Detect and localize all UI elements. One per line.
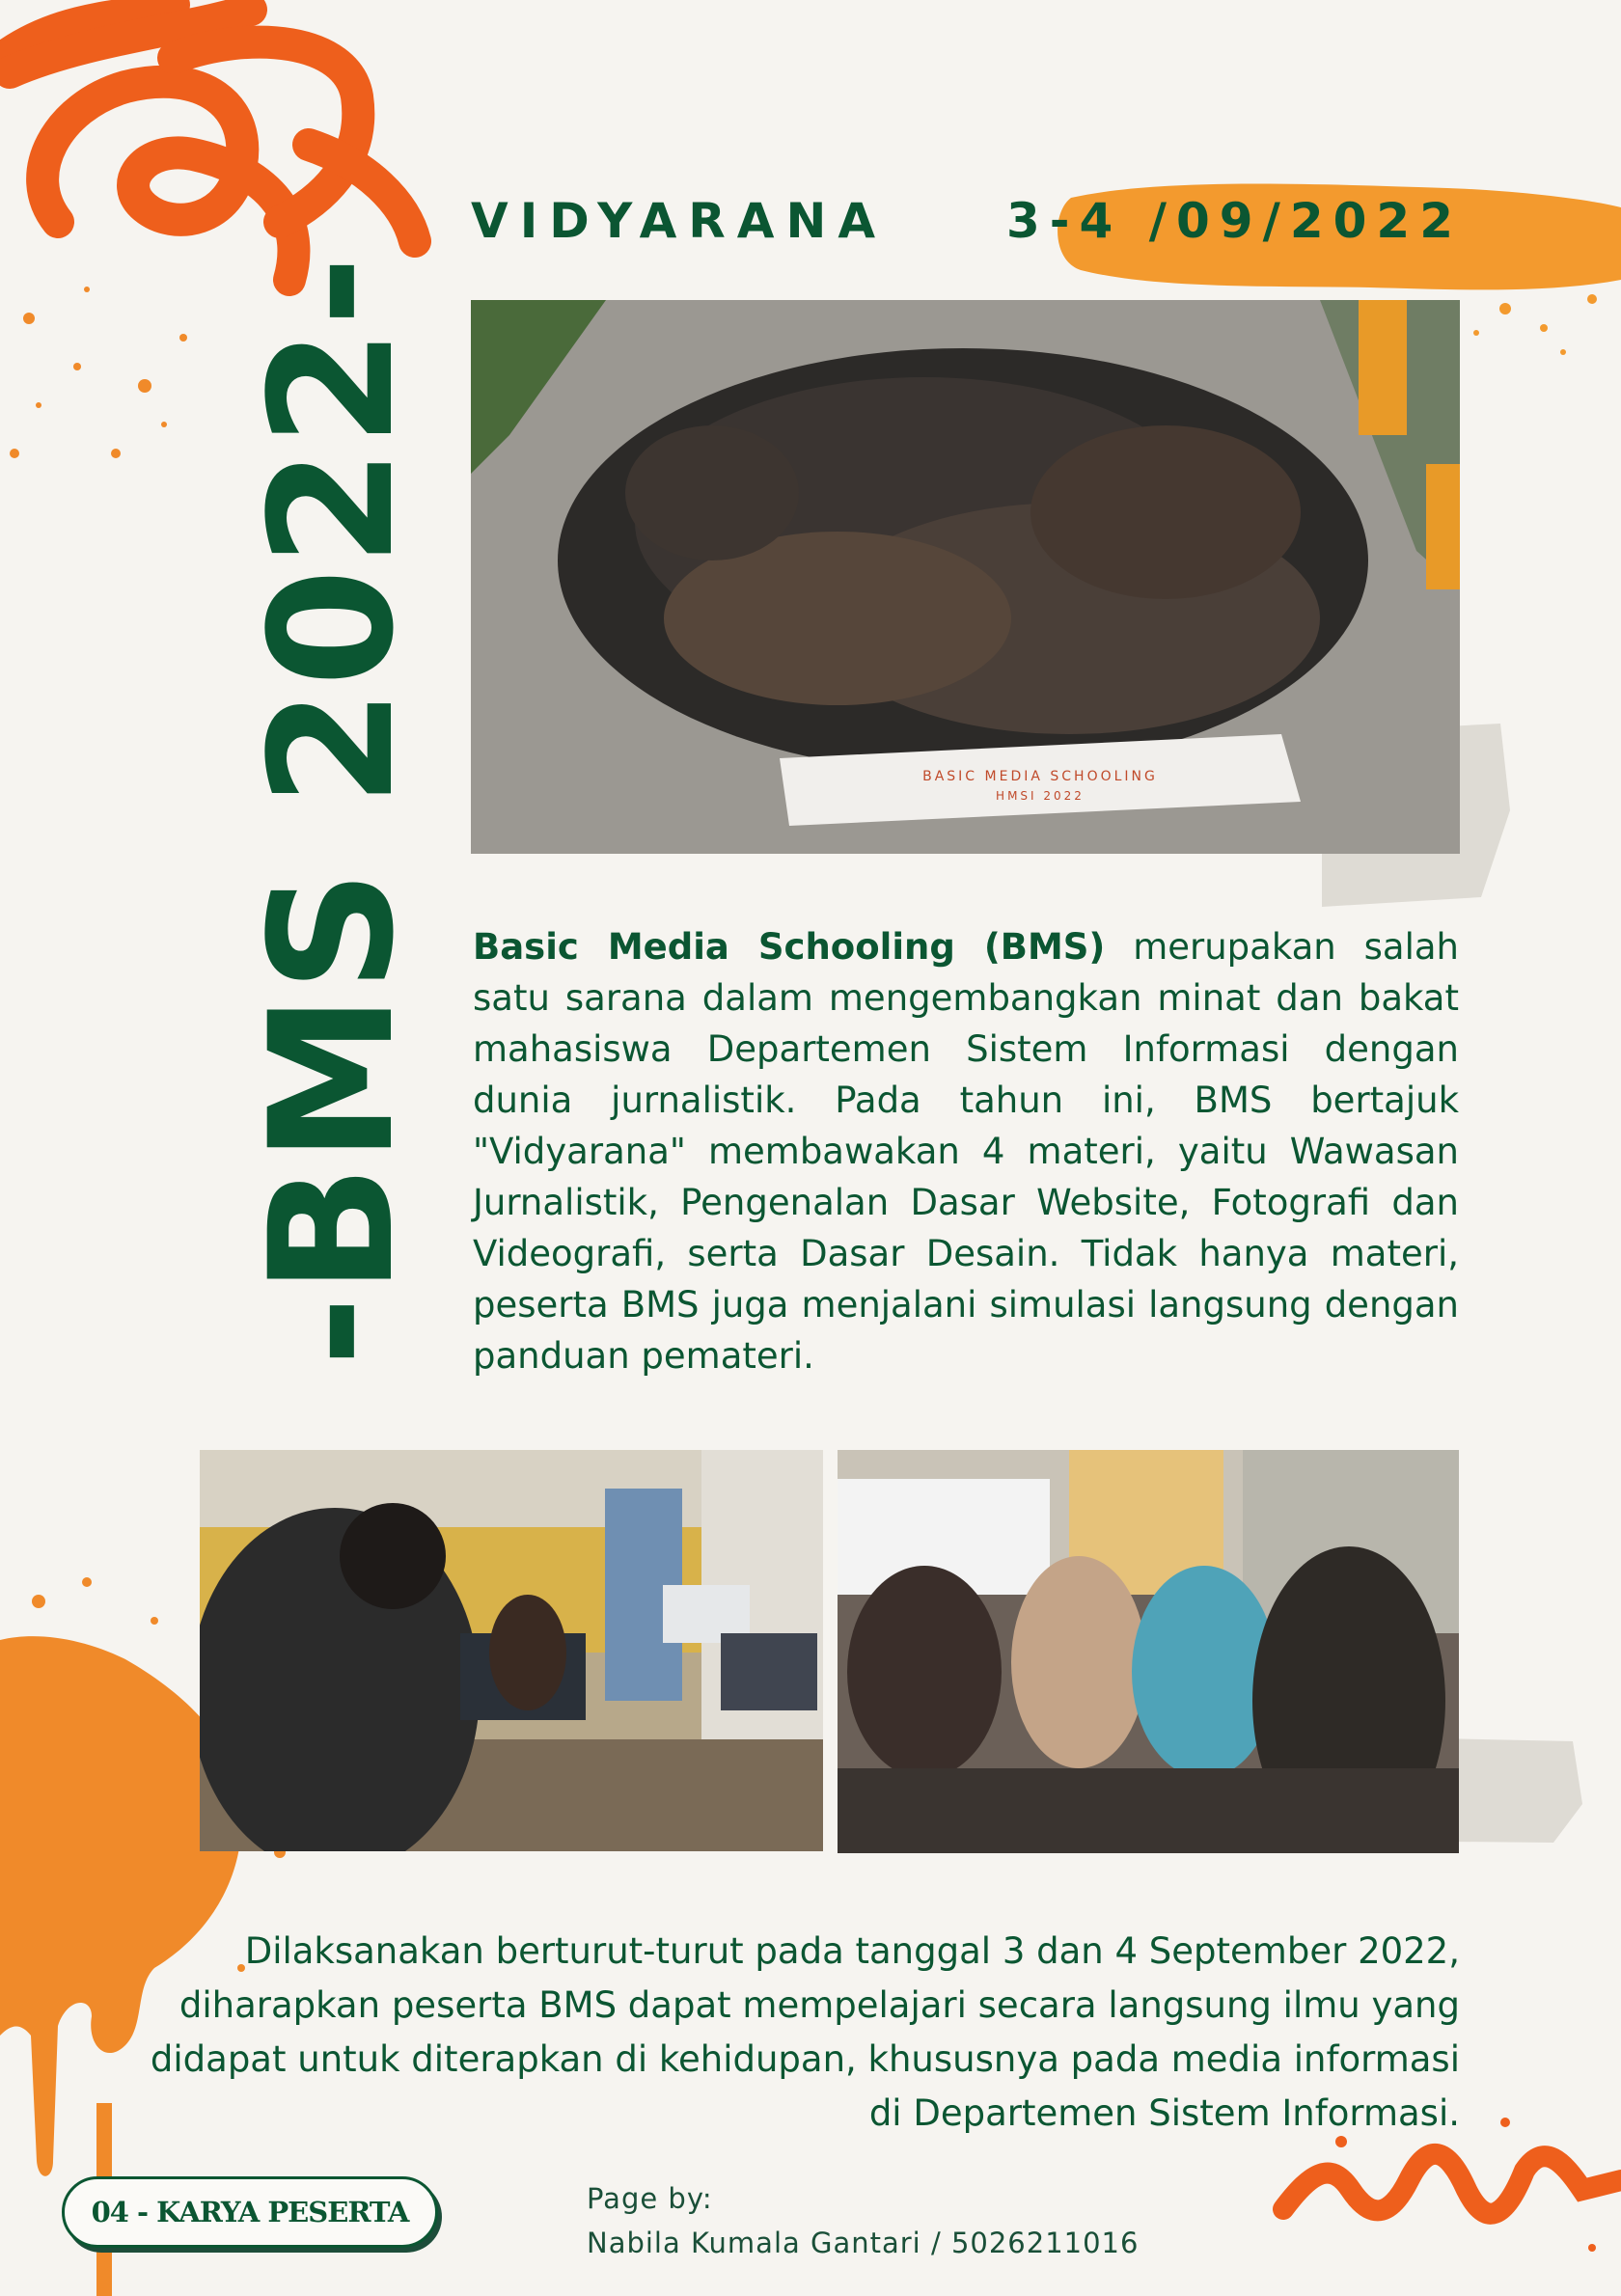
workshop-photo-right-image (838, 1450, 1459, 1853)
outro-paragraph: Dilaksanakan berturut-turut pada tanggal 3 dan 4 September 2022, diharapkan peserta BMS dapat mempelajari secara langsung ilmu yang didapat untuk diterapkan di kehidupan, khususnya pada media informasi di Departemen Sistem Informasi. (150, 1930, 1460, 2134)
top-left-dots (10, 287, 187, 458)
page-by-label: Page by: (587, 2182, 713, 2215)
author-credit: Nabila Kumala Gantari / 5026211016 (587, 2227, 1140, 2259)
intro-body: merupakan salah satu sarana dalam mengembangkan minat dan bakat mahasiswa Departemen Sistem Informasi dengan dunia jurnalistik. Pada tahun ini, BMS bertajuk "Vidyarana" membawakan 4 materi, yaitu Wawasan Jurnalistik, Pengenalan Dasar Website, Fotografi dan Videografi, serta Dasar Desain. Tidak hanya materi, peserta BMS juga menjalani simulasi langsung dengan panduan pemateri. (473, 926, 1459, 1377)
group-photo-image (471, 300, 1460, 854)
workshop-photo-right (838, 1450, 1459, 1853)
workshop-photo-left-image (200, 1450, 823, 1851)
banner-line-2: HMSI 2022 (996, 789, 1085, 803)
workshop-photo-left (200, 1450, 823, 1851)
group-photo (471, 300, 1460, 854)
header-row (471, 193, 1463, 260)
vertical-title: -BMS 2022- (234, 254, 431, 1367)
brush-dots (1473, 294, 1597, 355)
intro-paragraph (473, 921, 1459, 1381)
page-credit (587, 2176, 1139, 2265)
bottom-right-zigzag (1283, 2154, 1621, 2214)
intro-bold-lead: Basic Media Schooling (BMS) (473, 926, 1106, 968)
event-date: 3-4 /09/2022 (1005, 193, 1463, 249)
section-badge: 04 - KARYA PESERTA (62, 2176, 438, 2248)
banner-line-1: BASIC MEDIA SCHOOLING (922, 769, 1158, 784)
event-name: VIDYARANA (471, 193, 888, 249)
